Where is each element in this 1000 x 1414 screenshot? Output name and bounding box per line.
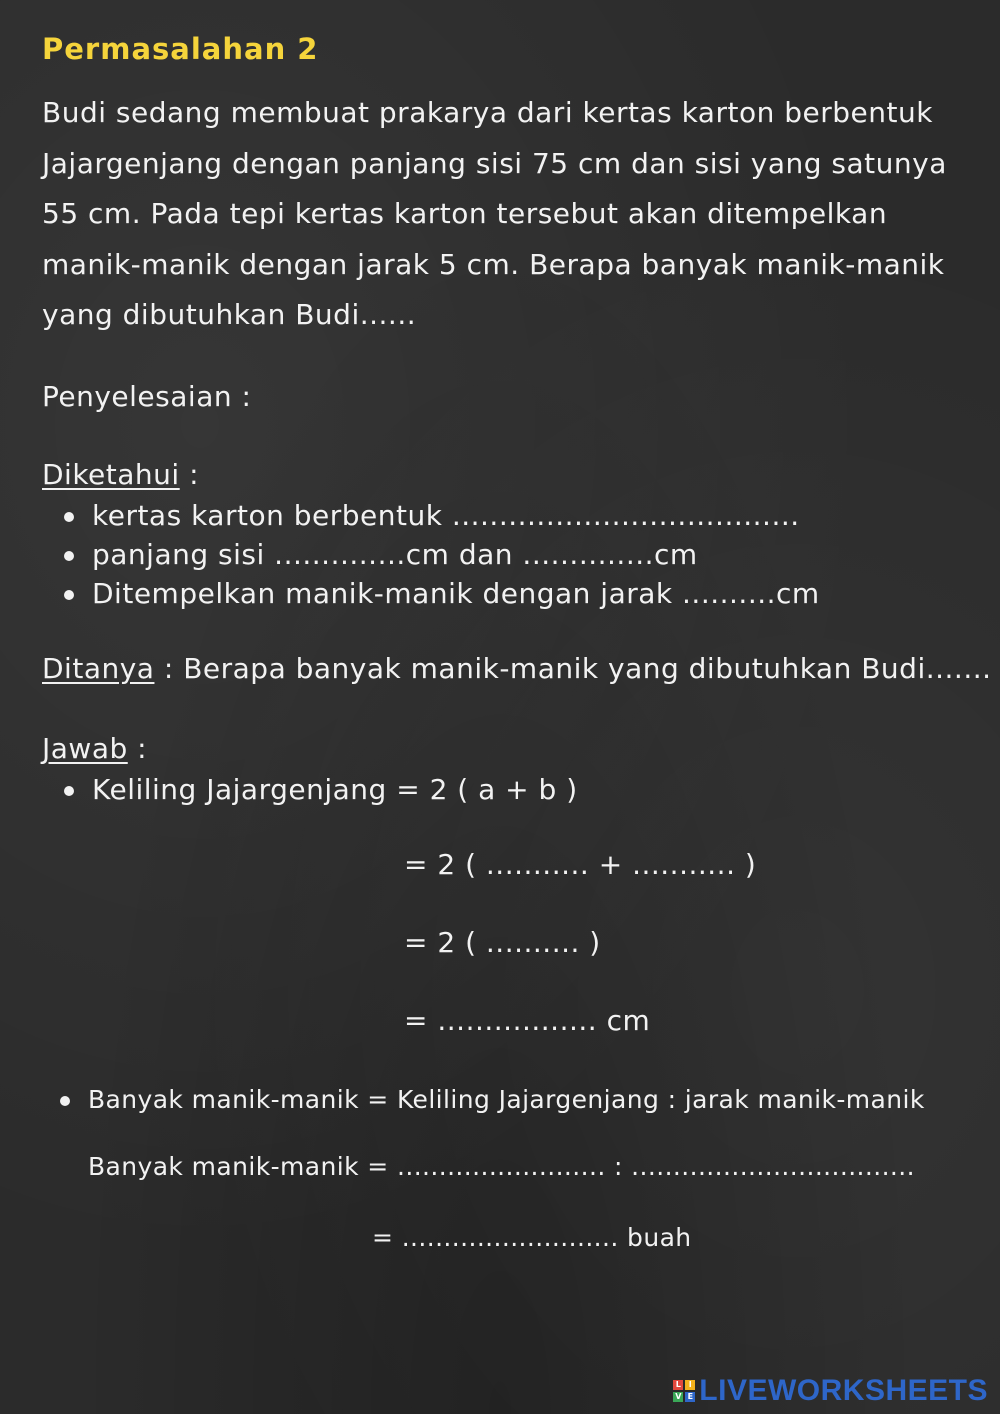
asked-text: : Berapa banyak manik-manik yang dibutuhkan Budi.......	[154, 652, 992, 685]
logo-letter: I	[685, 1380, 695, 1390]
perimeter-formula	[42, 770, 578, 809]
liveworksheets-logo[interactable]	[673, 1374, 988, 1408]
asked-label: Ditanya	[42, 652, 155, 685]
known-item-spacing	[42, 574, 820, 613]
perimeter-step-2: = 2 ( .......... )	[404, 926, 601, 959]
problem-line: yang dibutuhkan Budi......	[42, 298, 417, 331]
logo-letter: E	[685, 1392, 695, 1402]
known-item-shape	[42, 496, 820, 535]
known-item-text: Ditempelkan manik-manik dengan jarak ..........cm	[92, 577, 820, 610]
answer-colon: :	[127, 732, 148, 765]
bead-result: = .......................... buah	[372, 1223, 692, 1252]
known-list	[42, 496, 820, 613]
known-colon: :	[179, 458, 200, 491]
bead-calculation: Banyak manik-manik = ......................... : ..................................	[88, 1152, 915, 1181]
bead-formula-list	[38, 1082, 925, 1118]
known-item-text: panjang sisi ..............cm dan ..............cm	[92, 538, 698, 571]
problem-line: Jajargenjang dengan panjang sisi 75 cm dan sisi yang satunya	[42, 146, 947, 180]
formula-list	[42, 770, 578, 809]
solution-heading: Penyelesaian :	[42, 380, 252, 413]
perimeter-step-3: = ................. cm	[404, 1004, 651, 1037]
answer-heading	[42, 732, 147, 765]
known-label: Diketahui	[42, 458, 180, 491]
perimeter-formula-text: Keliling Jajargenjang = 2 ( a + b )	[92, 773, 578, 806]
problem-line: Budi sedang membuat prakarya dari kertas karton berbentuk	[42, 96, 933, 129]
asked-line	[42, 652, 992, 685]
answer-label: Jawab	[42, 732, 128, 765]
perimeter-step-1: = 2 ( ........... + ........... )	[404, 848, 757, 881]
logo-letter: L	[673, 1380, 683, 1390]
problem-line: manik-manik dengan jarak 5 cm. Berapa banyak manik-manik	[42, 247, 945, 281]
problem-statement	[42, 88, 962, 341]
bead-formula-text: Banyak manik-manik = Keliling Jajargenjang : jarak manik-manik	[88, 1085, 925, 1114]
brand-name: LIVEWORKSHEETS	[699, 1374, 988, 1407]
known-item-sides	[42, 535, 820, 574]
problem-title: Permasalahan 2	[42, 32, 319, 66]
bead-formula	[38, 1082, 925, 1118]
bullet-icon	[64, 786, 74, 796]
problem-line: 55 cm. Pada tepi kertas karton tersebut akan ditempelkan	[42, 197, 888, 230]
known-heading	[42, 458, 199, 491]
bullet-icon	[60, 1096, 70, 1106]
bullet-icon	[64, 590, 74, 600]
known-item-text: kertas karton berbentuk .....................................	[92, 499, 800, 532]
bullet-icon	[64, 512, 74, 522]
bullet-icon	[64, 551, 74, 561]
logo-mark-icon	[673, 1380, 695, 1402]
logo-letter: V	[675, 1392, 682, 1401]
